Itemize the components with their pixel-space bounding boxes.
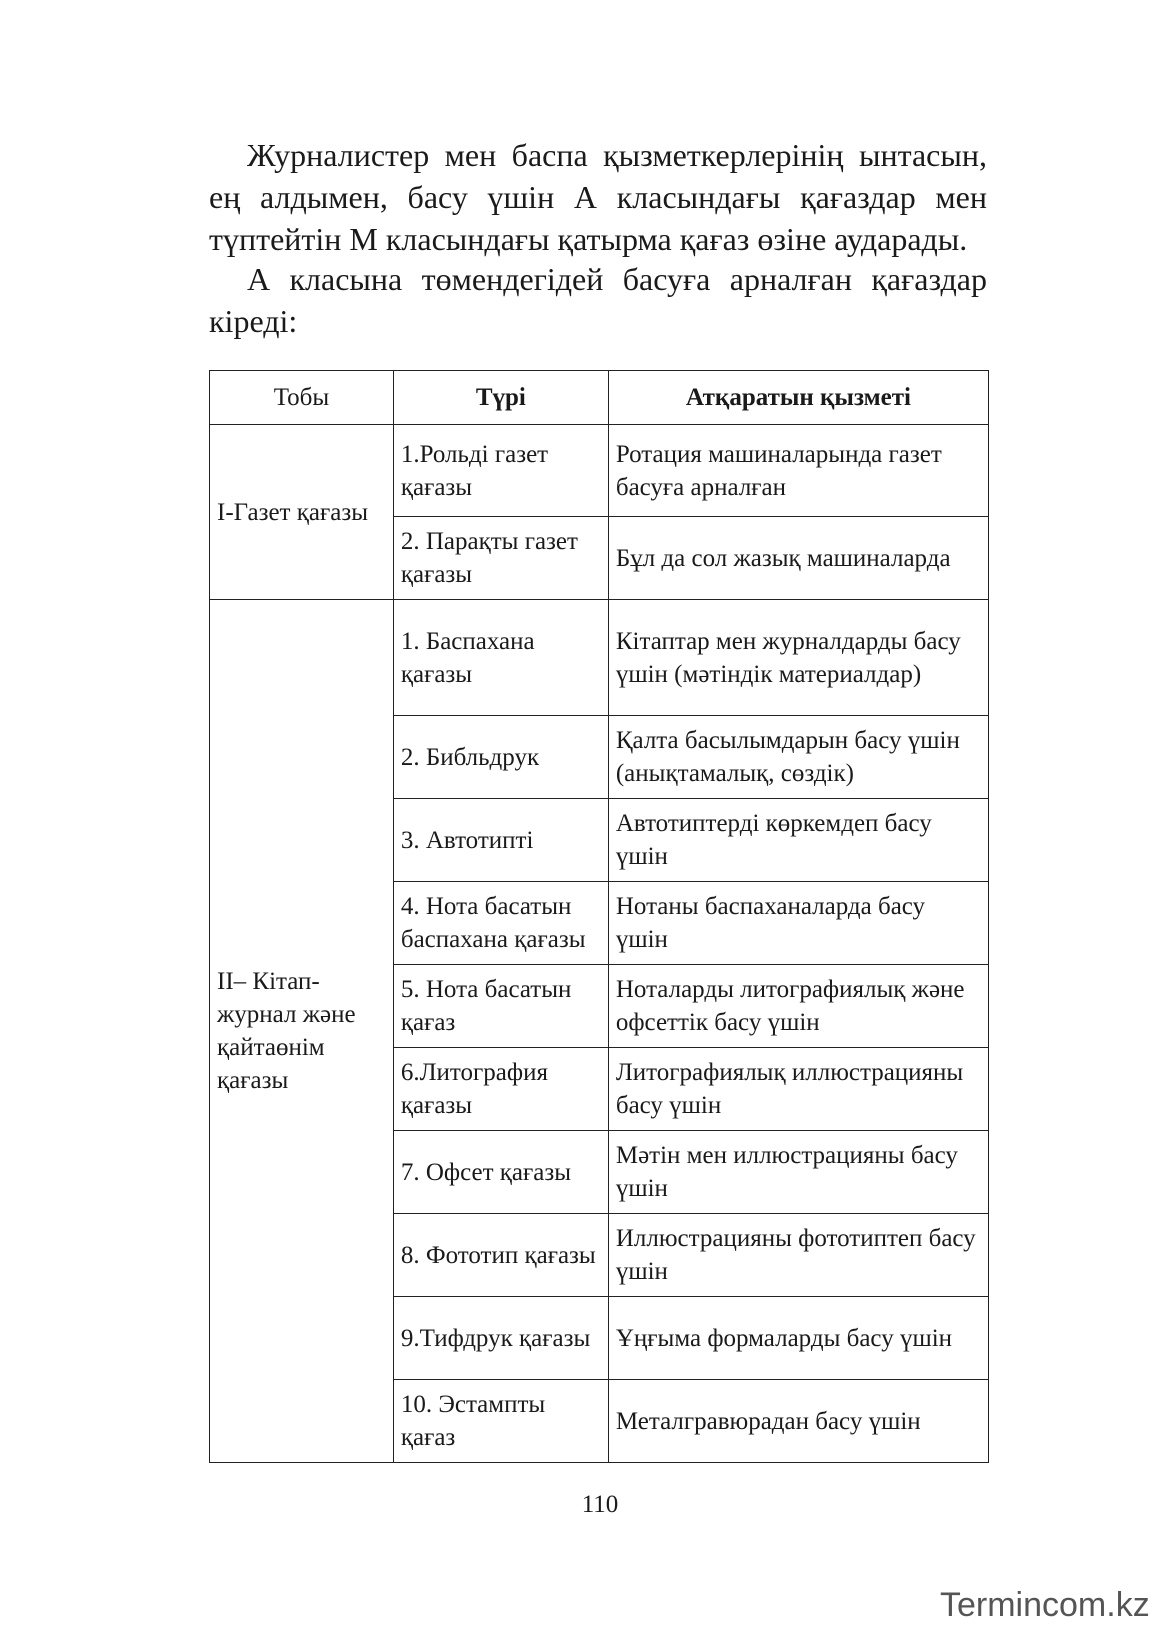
page-number: 110 — [581, 1491, 619, 1518]
function-cell: Мәтін мен иллюстрацияны басу үшін — [608, 1131, 988, 1214]
watermark-logo: Termincom.kz — [940, 1586, 1150, 1624]
paragraph-1-text: Журналистер мен баспа қызметкерлерінің ынтасын, ең алдымен, басу үшін А класындағы қағаздар мен түптейтін М класындағы қатырма қағаз өзіне аударады. — [209, 137, 987, 257]
type-cell: 7. Офсет қағазы — [393, 1131, 608, 1214]
type-cell: 1.Рольді газет қағазы — [393, 425, 608, 517]
paper-types-table — [209, 370, 989, 1463]
type-cell: 10. Эстампты қағаз — [393, 1380, 608, 1463]
table-row — [210, 425, 989, 517]
type-cell: 3. Автотипті — [393, 799, 608, 882]
paragraph-2 — [209, 258, 987, 342]
type-cell: 2. Библьдрук — [393, 716, 608, 799]
function-cell: Автотиптерді көркемдеп басу үшін — [608, 799, 988, 882]
type-cell: 5. Нота басатын қағаз — [393, 965, 608, 1048]
type-cell: 4. Нота басатын баспахана қағазы — [393, 882, 608, 965]
header-function: Атқаратын қызметі — [608, 371, 988, 425]
type-cell: 6.Литография қағазы — [393, 1048, 608, 1131]
function-cell: Кітаптар мен журналдарды басу үшін (мәтіндік материалдар) — [608, 600, 988, 716]
function-cell: Нотаны баспаханаларда басу үшін — [608, 882, 988, 965]
paragraph-2-text: А класына төмендегідей басуға арналған қағаздар кіреді: — [209, 261, 987, 339]
table-header-row — [210, 371, 989, 425]
function-cell: Ноталарды литографиялық және офсеттік басу үшін — [608, 965, 988, 1048]
header-type: Түрі — [393, 371, 608, 425]
paragraph-1 — [209, 134, 987, 260]
function-cell: Металгравюрадан басу үшін — [608, 1380, 988, 1463]
header-group: Тобы — [210, 371, 394, 425]
type-cell: 1. Баспахана қағазы — [393, 600, 608, 716]
type-cell: 8. Фототип қағазы — [393, 1214, 608, 1297]
table-row — [210, 600, 989, 716]
function-cell: Қалта басылымдарын басу үшін (анықтамалық, сөздік) — [608, 716, 988, 799]
group-cell-newspaper: І-Газет қағазы — [210, 425, 394, 600]
function-cell: Бұл да сол жазық машиналарда — [608, 517, 988, 600]
type-cell: 2. Парақты газет қағазы — [393, 517, 608, 600]
function-cell: Литографиялық иллюстрацияны басу үшін — [608, 1048, 988, 1131]
group-cell-book-journal: ІІ– Кітап-журнал және қайтаөнім қағазы — [210, 600, 394, 1463]
function-cell: Ұңғыма формаларды басу үшін — [608, 1297, 988, 1380]
function-cell: Иллюстрацияны фототиптеп басу үшін — [608, 1214, 988, 1297]
function-cell: Ротация машиналарында газет басуға арналған — [608, 425, 988, 517]
type-cell: 9.Тифдрук қағазы — [393, 1297, 608, 1380]
